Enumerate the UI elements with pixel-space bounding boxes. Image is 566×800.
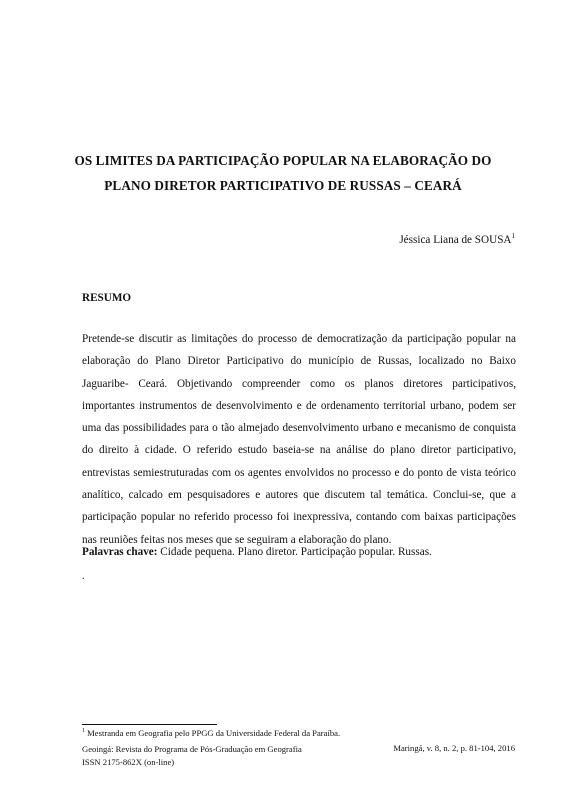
abstract-line: Pretende-se discutir as limitações do processo de democratização da participação popular na	[82, 333, 516, 345]
footnote	[82, 728, 340, 738]
abstract-body	[82, 328, 516, 551]
footnote-text: Mestranda em Geografia pelo PPGG da Universidade Federal da Paraíba.	[85, 728, 341, 738]
footer-citation: Maringá, v. 8, n. 2, p. 81-104, 2016	[393, 743, 515, 753]
abstract-line: do direito à cidade. O referido estudo baseia-se na análise do plano diretor participativo,	[82, 444, 516, 457]
abstract-line: participação popular no referido processo foi inexpressiva, contando com baixas participações	[82, 511, 516, 524]
keywords-text: Cidade pequena. Plano diretor. Participação popular. Russas.	[157, 546, 432, 558]
abstract-heading: RESUMO	[82, 292, 132, 304]
abstract-line: entrevistas semiestruturadas com os agentes envolvidos no processo e do ponto de vista teórico	[82, 466, 516, 479]
keywords	[82, 546, 432, 558]
footnote-mark: 1	[82, 728, 85, 734]
author-byline	[399, 234, 515, 246]
keywords-label: Palavras chave:	[82, 546, 158, 558]
abstract-line: uma das possibilidades para o tão almejado desenvolvimento urbano e mecanismo de conquista	[82, 422, 516, 435]
footer-journal-info	[82, 743, 302, 769]
footer-journal: Geoingá: Revista do Programa de Pós-Graduação em Geografia	[82, 744, 302, 754]
footer-issn: ISSN 2175-862X (on-line)	[82, 757, 175, 767]
article-title	[40, 148, 526, 198]
abstract-line: analítico, calcado em pesquisadores e autores que discutem tal temática. Conclui-se, que a	[82, 489, 516, 502]
abstract-line: Jaguaribe- Ceará. Objetivando compreender como os planos diretores participativos,	[82, 377, 516, 390]
title-line-2: PLANO DIRETOR PARTICIPATIVO DE RUSSAS – CEARÁ	[104, 178, 462, 193]
author-name: Jéssica Liana de SOUSA	[399, 234, 512, 246]
title-line-1: OS LIMITES DA PARTICIPAÇÃO POPULAR NA ELABORAÇÃO DO	[74, 153, 492, 168]
abstract-line: elaboração do Plano Diretor Participativo do município de Russas, localizado no Baixo	[82, 355, 516, 368]
abstract-line: importantes instrumentos de desenvolvimento e de ordenamento territorial urbano, podem ser	[82, 399, 516, 412]
abstract-line: nas reuniões feitas nos meses que se seguiram a elaboração do plano.	[82, 533, 392, 546]
footnote-divider	[82, 724, 217, 725]
author-footnote-mark: 1	[511, 232, 515, 240]
stray-dot: .	[82, 570, 85, 582]
